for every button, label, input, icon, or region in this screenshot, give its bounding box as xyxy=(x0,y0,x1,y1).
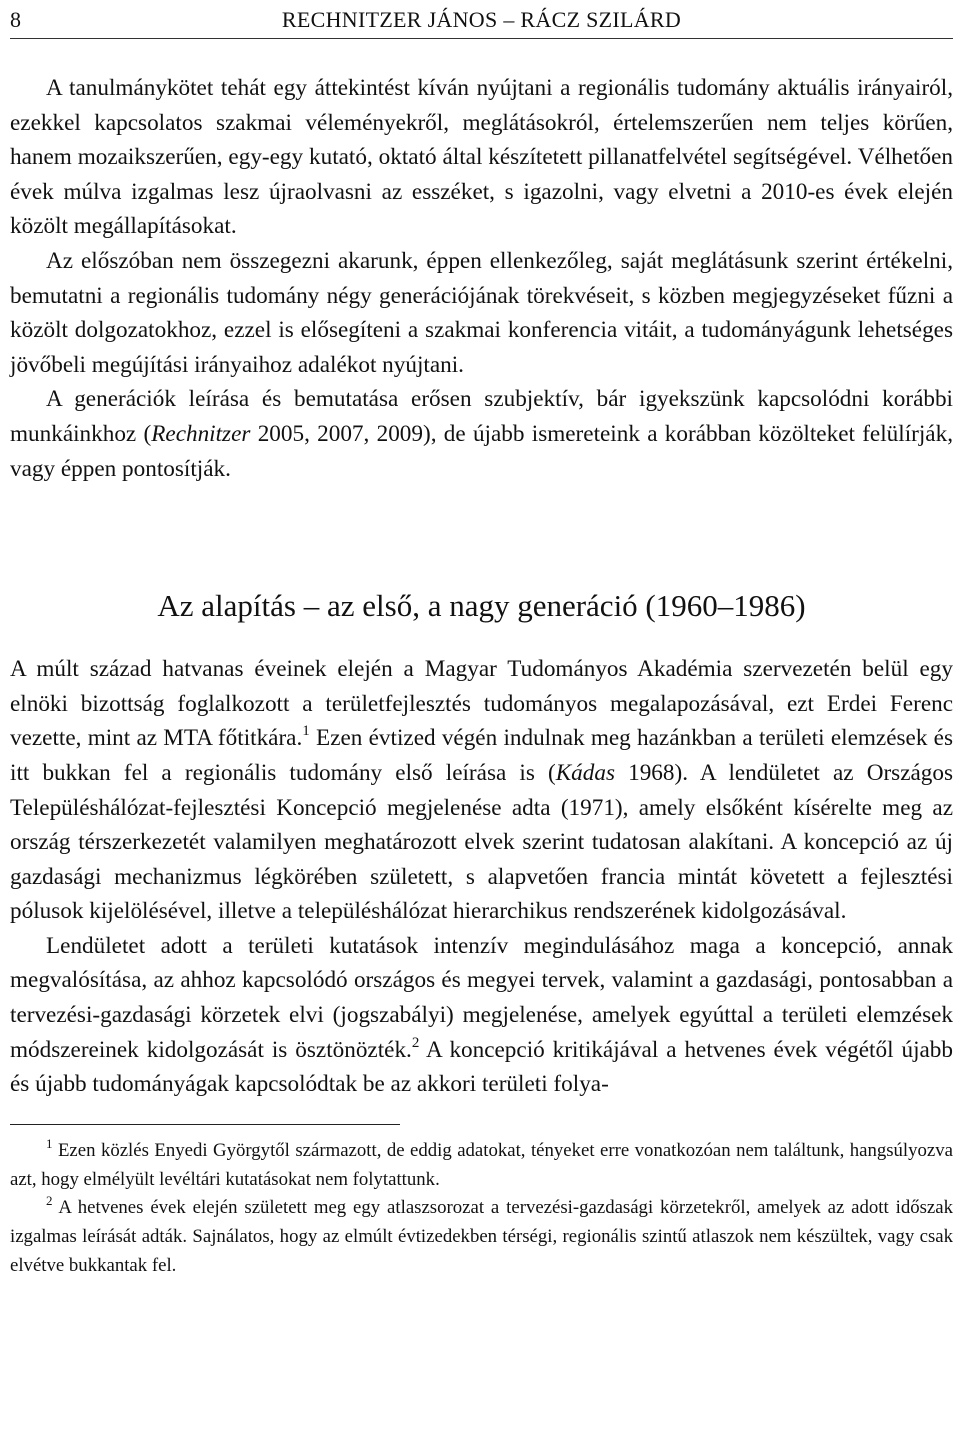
intro-paragraph-1: A tanulmánykötet tehát egy áttekintést kíván nyújtani a regionális tudomány aktuális irányairól, ezekkel kapcsolatos szakmai véleményekről, meglátásokról, értelemszerűen nem teljes körűen, hanem mozaikszerűen, egy-egy kutató, oktató által készítetett pillanatfelvétel segítségével. Vélhetően évek múlva izgalmas lesz újraolvasni az esszéket, s igazolni, vagy elvetni a 2010-es évek elején közölt megállapításokat. xyxy=(10,75,953,240)
intro-p3-text-a: A generációk leírása és bemutatása erősen szubjektív, bár igyekszünk kapcsolódni korábbi munkáinkhoz ( xyxy=(10,386,953,447)
section-paragraph-1 xyxy=(10,652,953,929)
citation-author: Rechnitzer xyxy=(151,420,251,447)
footnote-number: 2 xyxy=(46,1193,53,1209)
footnote-text: Ezen közlés Enyedi Györgytől származott, de eddig adatokat, tényeket erre vonatkozóan nem találtunk, hangsúlyozva azt, hogy elmélyült levéltári kutatásokat nem folytattunk. xyxy=(10,1139,953,1190)
section-p1-text-b: Ezen évtized végén indulnak meg hazánkban a területi elemzések és itt bukkan fel a regionális tudomány első leírása is ( xyxy=(10,725,953,786)
section-p2-text-b: A koncepció kritikájával a hetvenes évek végétől újabb és újabb tudományágak kapcsolódtak be az akkori területi folya- xyxy=(10,1036,953,1098)
section-p2-text-a: Lendületet adott a területi kutatások intenzív megindulásához maga a koncepció, annak megvalósítása, az ahhoz kapcsolódó országos és megyei tervek, valamint a gazdasági, pontosabban a tervezési-gazdasági körzetek elvi (jogszabályi) megjelenése, amelyek egyúttal a területi elemzések módszereinek kidolgozását is ösztönözték. xyxy=(10,932,953,1063)
page-number: 8 xyxy=(10,7,21,32)
body-text xyxy=(10,71,953,1102)
citation-author: Kádas xyxy=(555,759,615,786)
footnote-divider xyxy=(10,1124,400,1125)
footnote-text: A hetvenes évek elején született meg egy atlaszsorozat a tervezési-gazdasági körzetekről, amelyek az adott időszak izgalmas leírását adták. Sajnálatos, hogy az elmúlt évtizedekben térségi, regionális szintű atlaszok nem készültek, vagy csak elvétve bukkantak fel. xyxy=(10,1197,953,1277)
footnote-2 xyxy=(10,1194,953,1280)
footnote-number: 1 xyxy=(46,1135,53,1151)
intro-p3-text-b: 2005, 2007, 2009), de újabb ismereteink a korábban közölteket felülírják, vagy éppen pontosítják. xyxy=(10,420,953,482)
footnote-ref-1[interactable]: 1 xyxy=(302,723,310,740)
section-paragraph-2 xyxy=(10,929,953,1102)
running-header xyxy=(10,0,953,39)
intro-paragraph-3 xyxy=(10,382,953,486)
footnote-ref-2[interactable]: 2 xyxy=(411,1034,420,1051)
section-p1-text-a: A múlt század hatvanas éveinek elején a Magyar Tudományos Akadémia szervezetén belül egy elnöki bizottság foglalkozott a területfejlesztés tudományos megalapozásával, ezt Erdei Ferenc vezette, mint az MTA főtitkára. xyxy=(10,656,953,752)
running-title: RECHNITZER JÁNOS – RÁCZ SZILÁRD xyxy=(281,7,682,32)
section-heading: Az alapítás – az első, a nagy generáció (1960–1986) xyxy=(157,588,806,624)
section-p1-text-c: 1968). A lendületet az Országos Településhálózat-fejlesztési Koncepció megjelenése adta (1971), amely elsőként kísérelte meg az ország térszerkezetét valamilyen meghatározott elvek szerint tudatosan alakítani. A koncepció az új gazdasági mechanizmus légkörében született, s alapvetően francia mintát követett a fejlesztési pólusok kijelölésével, illetve a településhálózat hierarchikus rendszerének kidolgozásával. xyxy=(10,759,953,925)
document-page xyxy=(10,0,953,1456)
intro-paragraph-2: Az előszóban nem összegezni akarunk, éppen ellenkezőleg, saját meglátásunk szerint értékelni, bemutatni a regionális tudomány négy generációjának törekvéseit, s közben megjegyzéseket fűzni a közölt dolgozatokhoz, ezzel is elősegíteni a szakmai konferencia vitáit, a tudományágunk lehetséges jövőbeli megújítási irányaihoz adalékot nyújtani. xyxy=(10,247,953,378)
footnotes xyxy=(10,1137,953,1281)
footnote-1 xyxy=(10,1137,953,1195)
